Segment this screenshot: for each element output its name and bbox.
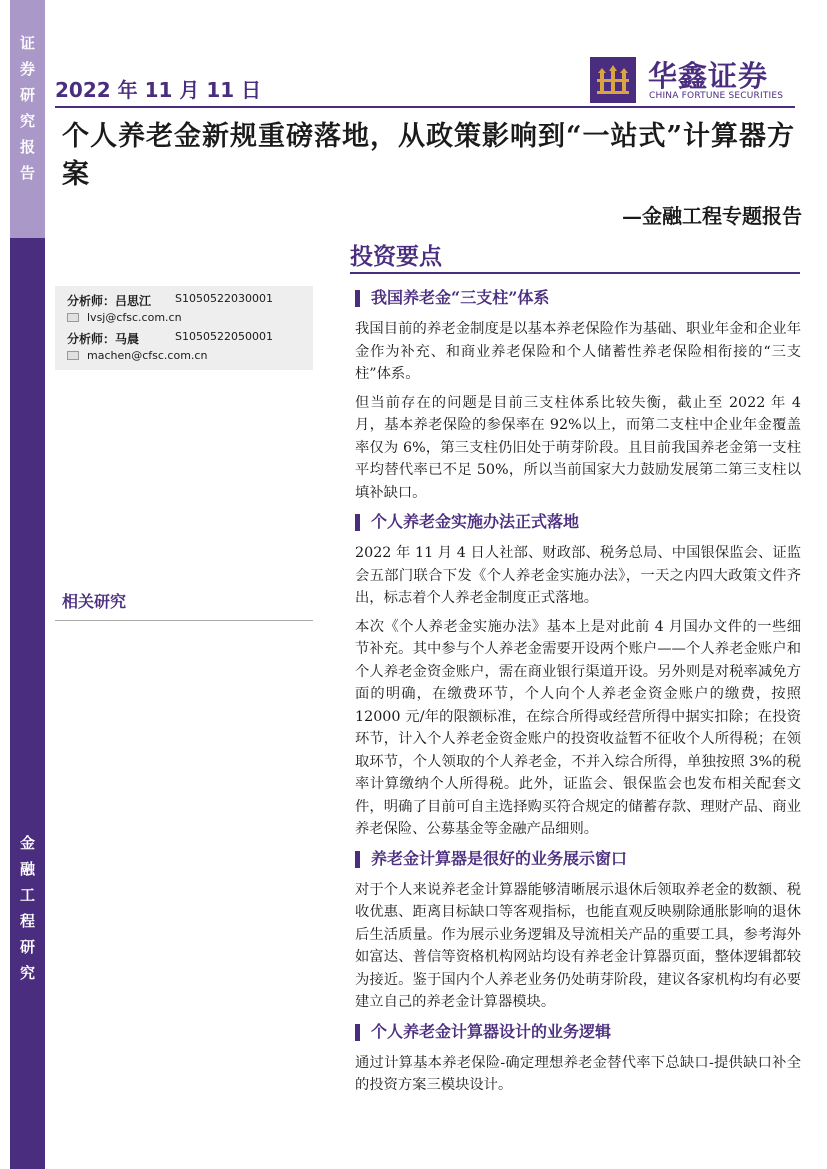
analyst-email-row — [67, 349, 207, 362]
header-divider — [55, 106, 795, 108]
logo-mark-icon — [590, 57, 636, 103]
related-research-divider — [55, 620, 313, 621]
sidebar-char: 工 — [19, 886, 35, 904]
paragraph: 本次《个人养老金实施办法》基本上是对此前 4 月国办文件的一些细节补充。其中参与个人养老金需要开设两个账户——个人养老金账户和个人养老金资金账户，需在商业银行渠道开设。另外则是对税率减免方面的明确，在缴费环节，个人向个人养老金资金账户的缴费，按照 12000 元/年的限额标准，在综合所得或经营所得中据实扣除；在投资环节，计入个人养老金资金账户的投资收益暂不征收个人所得税；在领取环节，个人领取的个人养老金，不并入综合所得，单独按照 3%的税率计算缴纳个人所得税。此外，证监会、银保监会也发布相关配套文件，明确了目前可自主选择购买符合规定的储蓄存款、理财产品、商业养老保险、公募基金等金融产品细则。 — [355, 618, 801, 837]
section-heading: 个人养老金计算器设计的业务逻辑 — [355, 1020, 801, 1044]
section-heading: 个人养老金实施办法正式落地 — [355, 510, 801, 534]
sidebar-char: 融 — [19, 860, 35, 878]
report-title: 个人养老金新规重磅落地，从政策影响到“一站式”计算器方案 — [62, 121, 796, 190]
sidebar-char: 研 — [19, 938, 35, 956]
analyst-email[interactable]: lvsj@cfsc.com.cn — [87, 311, 182, 324]
company-logo-icon — [590, 57, 636, 103]
paragraph: 通过计算基本养老保险-确定理想养老金替代率下总缺口-提供缺口补全的投资方案三模块设计。 — [355, 1054, 801, 1093]
report-date: 2022 年 11 月 11 日 — [55, 78, 262, 102]
paragraph: 但当前存在的问题是目前三支柱体系比较失衡，截止至 2022 年 4 月，基本养老保险的参保率在 92%以上，而第二支柱中企业年金覆盖率仅为 6%，第三支柱仍旧处于萌芽阶段。且目前我国养老金第一支柱平均替代率已不足 50%，所以当前国家大力鼓励发展第二第三支柱以填补缺口。 — [355, 394, 801, 501]
analyst-row — [67, 292, 273, 309]
company-name-en: CHINA FORTUNE SECURITIES — [649, 91, 784, 101]
sidebar — [10, 0, 45, 1169]
sidebar-label-bottom — [10, 830, 45, 986]
sidebar-char: 证 — [19, 34, 35, 52]
analyst-row — [67, 330, 273, 347]
key-points-content — [355, 286, 801, 1103]
sidebar-char: 研 — [19, 86, 35, 104]
related-research-title: 相关研究 — [62, 592, 127, 611]
report-subtitle: —金融工程专题报告 — [622, 204, 802, 228]
analyst-box — [55, 286, 313, 370]
mail-icon — [67, 351, 79, 360]
sidebar-char: 究 — [19, 964, 35, 982]
analyst-cert: S1050522050001 — [175, 330, 273, 343]
paragraph: 我国目前的养老金制度是以基本养老保险作为基础、职业年金和企业年金作为补充、和商业养老保险和个人储蓄性养老保险相衔接的“三支柱”体系。 — [355, 321, 801, 382]
paragraph: 对于个人来说养老金计算器能够清晰展示退休后领取养老金的数额、税收优惠、距离目标缺口等客观指标，也能直观反映剔除通胀影响的退休后生活质量。作为展示业务逻辑及导流相关产品的重要工具，参考海外如富达、普信等资格机构网站均设有养老金计算器页面，整体逻辑都较为接近。鉴于国内个人养老业务仍处萌芽阶段，建议各家机构均有必要建立自己的养老金计算器模块。 — [355, 881, 801, 1010]
sidebar-label-top — [10, 30, 45, 186]
sidebar-char: 告 — [19, 164, 35, 182]
paragraph: 2022 年 11 月 4 日人社部、财政部、税务总局、中国银保监会、证监会五部门联合下发《个人养老金实施办法》，一天之内四大政策文件齐出，标志着个人养老金制度正式落地。 — [355, 545, 801, 606]
analyst-cert: S1050522030001 — [175, 292, 273, 305]
analyst-name: 分析师：吕思江 — [67, 294, 152, 308]
mail-icon — [67, 313, 79, 322]
section-main-divider — [350, 272, 800, 274]
sidebar-char: 程 — [19, 912, 35, 930]
sidebar-char: 券 — [19, 60, 35, 78]
sidebar-char: 金 — [19, 834, 35, 852]
sidebar-char: 报 — [19, 138, 35, 156]
section-heading: 我国养老金“三支柱”体系 — [355, 286, 801, 310]
analyst-email[interactable]: machen@cfsc.com.cn — [87, 349, 208, 362]
sidebar-char: 究 — [19, 112, 35, 130]
analyst-name: 分析师：马晨 — [67, 332, 140, 346]
section-heading: 养老金计算器是很好的业务展示窗口 — [355, 847, 801, 871]
analyst-email-row — [67, 311, 182, 324]
company-name-cn: 华鑫证券 — [648, 59, 769, 93]
section-heading-main: 投资要点 — [350, 243, 442, 270]
